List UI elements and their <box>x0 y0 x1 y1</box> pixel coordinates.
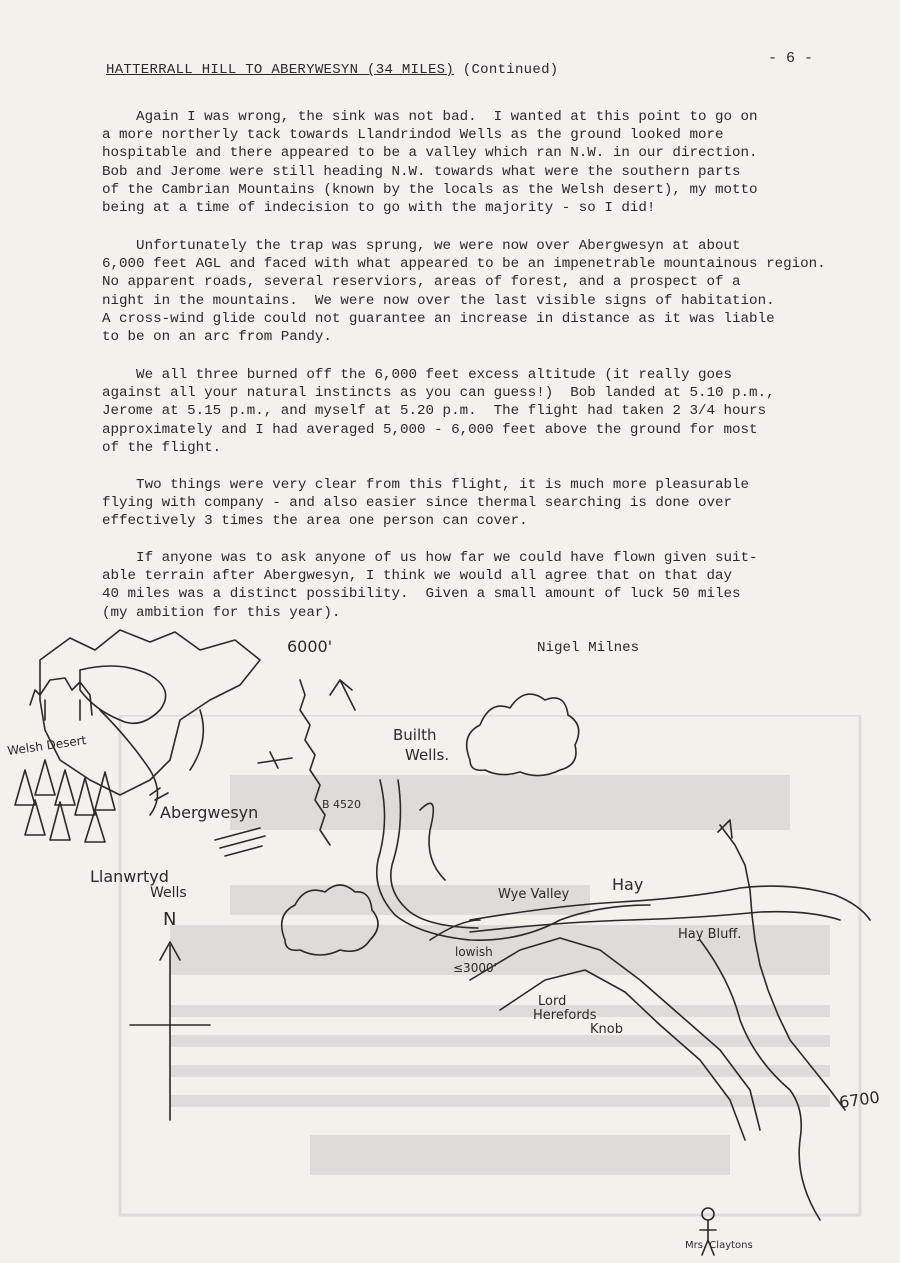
flight-arrow <box>330 680 355 710</box>
article-heading <box>106 62 558 78</box>
hay-bluff-ridge <box>720 825 845 1110</box>
road-b4520 <box>391 780 478 928</box>
label-altitude-6700: 6700 <box>837 1087 881 1112</box>
paragraph-1: Again I was wrong, the sink was not bad. I wanted at this point to go on a more northerly tack towards Llandrindod Wells as the ground looked more hospitable and there appeared to be a valley which ran N.W. in our direction. Bob and Jerome were still heading N.W. towards what were the southern parts of the Cambrian Mountains (known by the locals as the Welsh desert), my motto being at a time of indecision to go with the majority - so I did! <box>102 109 758 217</box>
label-signature: Mrs. Claytons <box>685 1240 753 1251</box>
label-llanwrtyd-wells: Wells <box>150 885 187 901</box>
page-number: - 6 - <box>768 50 814 67</box>
sketch-map <box>0 620 900 1260</box>
southern-ridge <box>500 970 745 1140</box>
label-road-b4520: B 4520 <box>322 798 362 811</box>
cloud-llanwrtyd <box>282 885 378 955</box>
reservoir-outline <box>80 666 166 723</box>
tree <box>75 778 95 815</box>
river-line <box>100 710 158 815</box>
label-herefords: Herefords <box>533 1008 597 1023</box>
author-signature: Nigel Milnes <box>537 640 640 656</box>
article-title: HATTERRALL HILL TO ABERYWESYN (34 MILES) <box>106 62 455 78</box>
paragraph-2: Unfortunately the trap was sprung, we were now over Abergwesyn at about 6,000 feet AGL and faced with what appeared to be an impenetrable mountainous region. No apparent roads, several reserviors, areas of forest, and a prospect of a night in the mountains. We were now over the last visible signs of habitation. A cross-wind glide could not guarantee an increase in distance as it was liable to be on an arc from Pandy. <box>102 238 826 346</box>
label-hay-bluff: Hay Bluff. <box>678 927 742 942</box>
tree <box>15 770 35 805</box>
village-marks <box>150 788 168 800</box>
label-abergwesyn: Abergwesyn <box>160 803 259 822</box>
label-knob: Knob <box>590 1022 623 1037</box>
flight-path <box>300 680 330 845</box>
paragraph-4: Two things were very clear from this flight, it is much more pleasurable flying with company - and also easier since thermal searching is done over effectively 3 times the area one person can cover. <box>102 477 750 530</box>
label-lowish: lowish <box>455 945 493 959</box>
label-welsh-desert: Welsh Desert <box>6 733 88 758</box>
glider-icon <box>258 752 292 768</box>
hatch-marks <box>215 828 265 856</box>
hay-bluff-arrow <box>718 820 732 838</box>
tree <box>55 770 75 805</box>
paragraph-5: If anyone was to ask anyone of us how far we could have flown given suit- able terrain after Abergwesyn, I think we would all agree that on that day 40 miles was a distinct possibility. Given a small amount of luck 50 miles (my ambition for this year). <box>102 550 758 621</box>
label-llanwrtyd: Llanwrtyd <box>90 867 169 886</box>
stick-figure-head <box>702 1208 714 1220</box>
river-bend <box>420 803 445 880</box>
east-ridge <box>700 940 820 1220</box>
label-wye-valley: Wye Valley <box>498 887 570 902</box>
article-title-suffix: (Continued) <box>454 62 559 78</box>
tree <box>50 802 70 840</box>
label-builth: Builth <box>393 726 437 744</box>
label-hay: Hay <box>612 875 644 894</box>
wye-valley-south <box>470 912 840 932</box>
paragraph-3: We all three burned off the 6,000 feet excess altitude (it really goes against all your natural instincts as you can guess!) Bob landed at 5.10 p.m., Jerome at 5.15 p.m., and myself at 5.20 p.m. The flight had taken 2 3/4 hours approximately and I had averaged 5,000 - 6,000 feet above the ground for most of the flight. <box>102 367 775 456</box>
label-lowish-altitude: ≤3000' <box>453 961 497 975</box>
label-north: N <box>163 909 177 930</box>
label-builth-wells: Wells. <box>405 746 450 764</box>
cloud-builth <box>467 694 579 775</box>
stream-line <box>190 710 203 770</box>
label-lord: Lord <box>538 994 567 1009</box>
tree <box>35 760 55 795</box>
label-altitude-6000: 6000' <box>287 637 333 656</box>
